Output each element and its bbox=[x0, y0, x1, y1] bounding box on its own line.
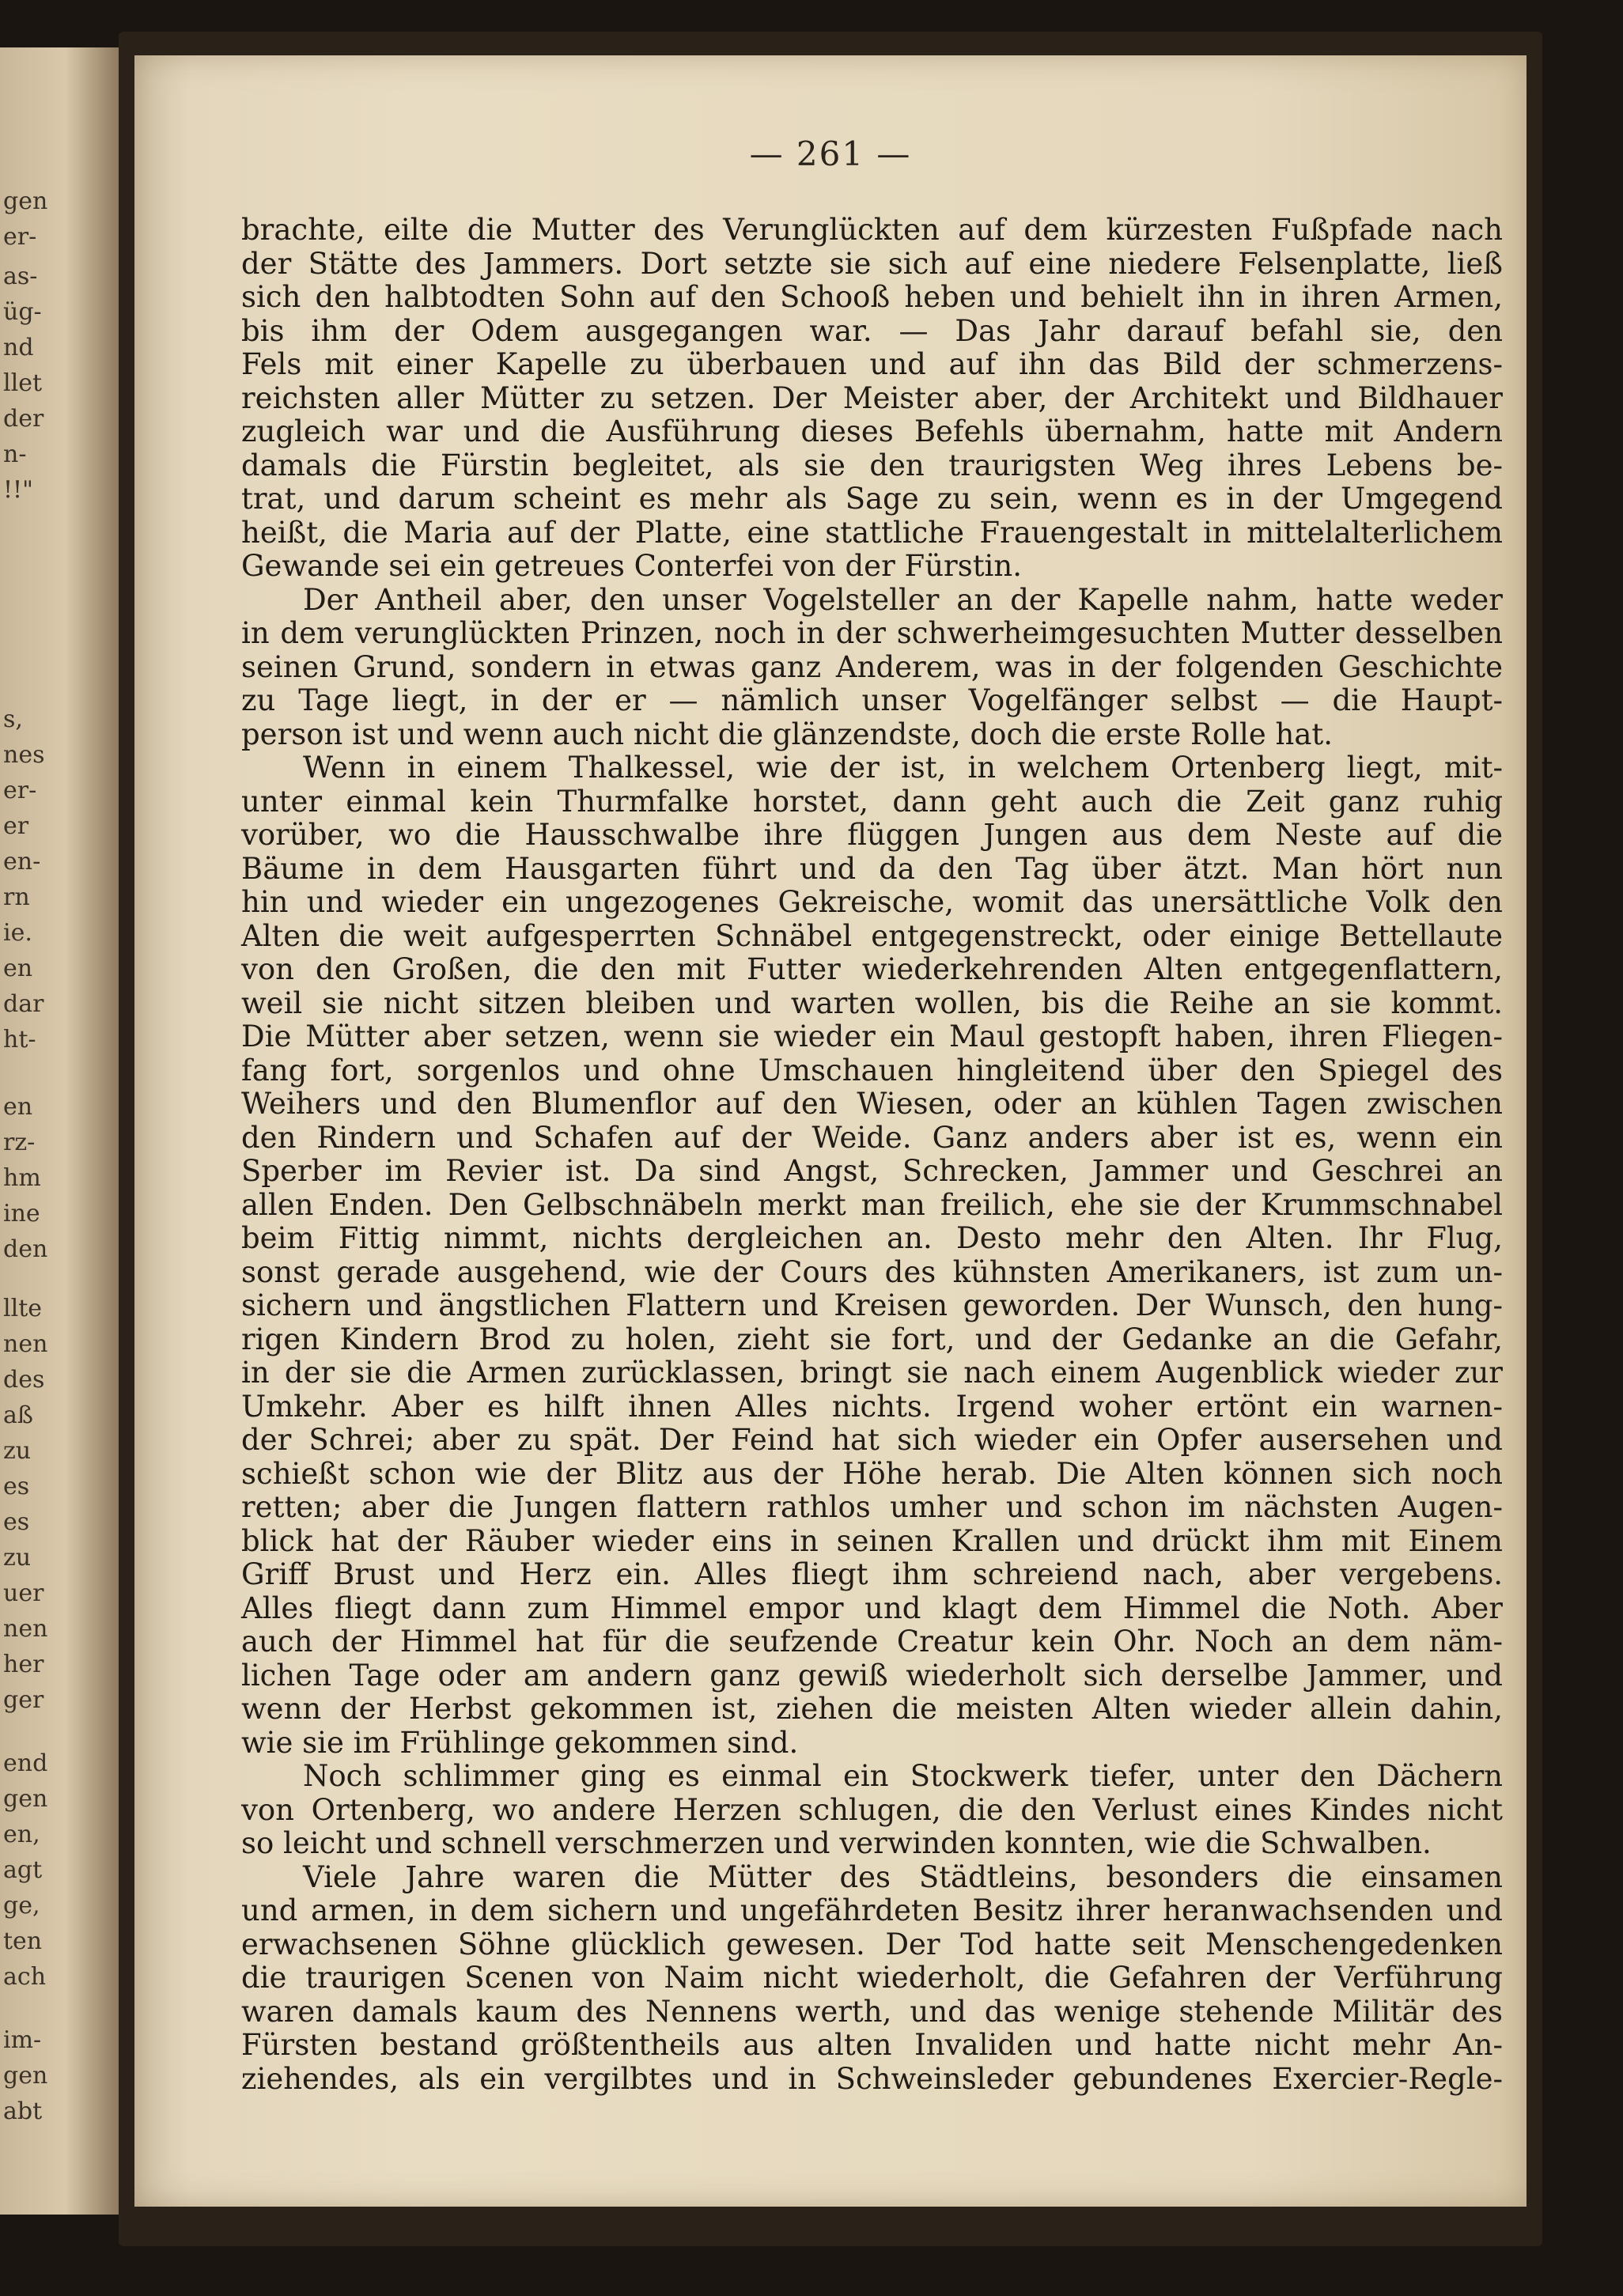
text-line: Die Mütter aber setzen, wenn sie wieder ein Maul gestopft haben, ihren Fliegen- bbox=[241, 1019, 1503, 1053]
text-line: Alles fliegt dann zum Himmel empor und klagt dem Himmel die Noth. Aber bbox=[241, 1591, 1503, 1625]
text-line: waren damals kaum des Nennens werth, und das wenige stehende Militär des bbox=[241, 1994, 1503, 2029]
margin-fragment: er- bbox=[3, 777, 37, 804]
margin-fragment: s, bbox=[3, 705, 23, 733]
margin-fragment: agt bbox=[3, 1856, 43, 1884]
margin-fragment: zu bbox=[3, 1437, 32, 1465]
text-line: blick hat der Räuber wieder eins in seinen Krallen und drückt ihm mit Einem bbox=[241, 1523, 1503, 1558]
text-line: Sperber im Revier ist. Da sind Angst, Schrecken, Jammer und Geschrei an bbox=[241, 1154, 1503, 1188]
margin-fragment: nes bbox=[3, 741, 45, 769]
text-line: reichsten aller Mütter zu setzen. Der Meister aber, der Architekt und Bildhauer bbox=[241, 380, 1503, 415]
margin-fragment: llet bbox=[3, 369, 42, 397]
margin-fragment: zu bbox=[3, 1544, 32, 1572]
margin-fragment: en- bbox=[3, 848, 41, 876]
text-line: Viele Jahre waren die Mütter des Städtleins, besonders die einsamen bbox=[303, 1859, 1503, 1894]
text-line: schießt schon wie der Blitz aus der Höhe herab. Die Alten können sich noch bbox=[241, 1456, 1503, 1491]
text-line: Der Antheil aber, den unser Vogelsteller an der Kapelle nahm, hatte weder bbox=[303, 582, 1503, 617]
margin-fragment: llte bbox=[3, 1295, 42, 1322]
margin-fragment: rn bbox=[3, 883, 30, 911]
margin-fragment: nd bbox=[3, 334, 34, 361]
margin-fragment: ie. bbox=[3, 919, 32, 947]
margin-fragment: gen bbox=[3, 2062, 48, 2090]
text-line: Bäume in dem Hausgarten führt und da den Tag über ätzt. Man hört nun bbox=[241, 851, 1503, 886]
margin-fragment: ten bbox=[3, 1927, 43, 1955]
margin-fragment: gen bbox=[3, 1785, 48, 1813]
text-line: Gewande sei ein getreues Conterfei von der Fürstin. bbox=[241, 549, 1022, 583]
text-line: auch der Himmel hat für die seufzende Creatur kein Ohr. Noch an dem näm- bbox=[241, 1625, 1503, 1659]
text-line: Fels mit einer Kapelle zu überbauen und auf ihn das Bild der schmerzens- bbox=[241, 347, 1503, 381]
text-line: Noch schlimmer ging es einmal ein Stockwerk tiefer, unter den Dächern bbox=[303, 1759, 1503, 1793]
text-line: seinen Grund, sondern in etwas ganz Anderem, was in der folgenden Geschichte bbox=[241, 649, 1503, 684]
margin-fragment: der bbox=[3, 405, 44, 433]
margin-fragment: en bbox=[3, 1093, 33, 1121]
text-line: unter einmal kein Thurmfalke horstet, dann geht auch die Zeit ganz ruhig bbox=[241, 784, 1503, 819]
text-line: beim Fittig nimmt, nichts dergleichen an. Desto mehr den Alten. Ihr Flug, bbox=[241, 1221, 1503, 1255]
text-line: person ist und wenn auch nicht die glänzendste, doch die erste Rolle hat. bbox=[241, 717, 1334, 751]
margin-fragment: en, bbox=[3, 1821, 40, 1848]
margin-fragment: ine bbox=[3, 1200, 40, 1227]
text-line: Griff Brust und Herz ein. Alles fliegt ihm schreiend nach, aber vergebens. bbox=[241, 1557, 1503, 1591]
text-line: retten; aber die Jungen flattern rathlos umher und schon im nächsten Augen- bbox=[241, 1490, 1503, 1524]
text-line: heißt, die Maria auf der Platte, eine stattliche Frauengestalt in mittelalterlichem bbox=[241, 515, 1503, 550]
margin-fragment: ge, bbox=[3, 1892, 40, 1920]
margin-fragment: uer bbox=[3, 1579, 44, 1607]
margin-fragment: er bbox=[3, 812, 29, 840]
text-line: und armen, in dem sichern und ungefährdeten Besitz ihrer heranwachsenden und bbox=[241, 1893, 1503, 1927]
text-line: Umkehr. Aber es hilft ihnen Alles nichts. Irgend woher ertönt ein warnen- bbox=[241, 1389, 1503, 1424]
text-line: allen Enden. Den Gelbschnäbeln merkt man freilich, ehe sie der Krummschnabel bbox=[241, 1187, 1503, 1222]
margin-fragment: dar bbox=[3, 990, 44, 1018]
text-line: den Rindern und Schafen auf der Weide. Ganz anders aber ist es, wenn ein bbox=[241, 1120, 1503, 1155]
text-line: sich den halbtodten Sohn auf den Schooß heben und behielt ihn in ihren Armen, bbox=[241, 280, 1503, 314]
text-line: der Schrei; aber zu spät. Der Feind hat sich wieder ein Opfer ausersehen und bbox=[241, 1423, 1503, 1457]
text-line: von Ortenberg, wo andere Herzen schlugen, die den Verlust eines Kindes nicht bbox=[241, 1792, 1503, 1827]
text-line: von den Großen, die den mit Futter wiederkehrenden Alten entgegenflattern, bbox=[241, 952, 1503, 986]
margin-fragment: aß bbox=[3, 1401, 33, 1429]
text-line: rigen Kindern Brod zu holen, zieht sie fort, und der Gedanke an die Gefahr, bbox=[241, 1322, 1503, 1356]
text-line: weil sie nicht sitzen bleiben und warten wollen, bis die Reihe an sie kommt. bbox=[241, 985, 1503, 1020]
margin-fragment: gen bbox=[3, 187, 48, 215]
text-line: wenn der Herbst gekommen ist, ziehen die meisten Alten wieder allein dahin, bbox=[241, 1692, 1503, 1726]
text-line: brachte, eilte die Mutter des Verunglückten auf dem kürzesten Fußpfade nach bbox=[241, 213, 1503, 247]
text-line: der Stätte des Jammers. Dort setzte sie sich auf eine niedere Felsenplatte, ließ bbox=[241, 246, 1503, 281]
margin-fragment: ht- bbox=[3, 1026, 36, 1053]
margin-fragment: en bbox=[3, 955, 33, 982]
margin-fragment: den bbox=[3, 1235, 48, 1263]
text-line: Wenn in einem Thalkessel, wie der ist, in welchem Ortenberg liegt, mit- bbox=[303, 751, 1503, 785]
margin-fragment: as- bbox=[3, 263, 38, 290]
margin-fragment: nen bbox=[3, 1615, 48, 1643]
margin-fragment: es bbox=[3, 1473, 30, 1500]
text-line: Fürsten bestand größtentheils aus alten Invaliden und hatte nicht mehr An- bbox=[241, 2028, 1503, 2062]
previous-page-edge bbox=[0, 47, 119, 2215]
text-line: in der sie die Armen zurücklassen, bringt sie nach einem Augenblick wieder zur bbox=[241, 1356, 1503, 1390]
margin-fragment: er- bbox=[3, 223, 37, 251]
text-line: vorüber, wo die Hausschwalbe ihre flüggen Jungen aus dem Neste auf die bbox=[241, 818, 1503, 852]
margin-fragment: im- bbox=[3, 2026, 42, 2054]
margin-fragment: her bbox=[3, 1651, 44, 1678]
margin-fragment: ger bbox=[3, 1686, 44, 1714]
text-line: damals die Fürstin begleitet, als sie den traurigsten Weg ihres Lebens be- bbox=[241, 448, 1503, 482]
text-line: bis ihm der Odem ausgegangen war. — Das Jahr darauf befahl sie, den bbox=[241, 313, 1503, 348]
margin-fragment: es bbox=[3, 1508, 30, 1536]
text-line: wie sie im Frühlinge gekommen sind. bbox=[241, 1725, 799, 1760]
margin-fragment: üg- bbox=[3, 298, 42, 326]
text-line: fang fort, sorgenlos und ohne Umschauen hingleitend über den Spiegel des bbox=[241, 1053, 1503, 1087]
margin-fragment: nen bbox=[3, 1330, 48, 1358]
text-line: zugleich war und die Ausführung dieses Befehls übernahm, hatte mit Andern bbox=[241, 414, 1503, 448]
margin-fragment: !!" bbox=[3, 476, 33, 504]
text-line: sichern und ängstlichen Flattern und Kreisen geworden. Der Wunsch, den hung- bbox=[241, 1288, 1503, 1322]
text-line: ziehendes, als ein vergilbtes und in Schweinsleder gebundenes Exercier-Regle- bbox=[241, 2061, 1503, 2096]
text-line: sonst gerade ausgehend, wie der Cours des kühnsten Amerikaners, ist zum un- bbox=[241, 1254, 1503, 1289]
margin-fragment: des bbox=[3, 1366, 45, 1394]
text-line: erwachsenen Söhne glücklich gewesen. Der Tod hatte seit Menschengedenken bbox=[241, 1927, 1503, 1961]
margin-fragment: abt bbox=[3, 2097, 43, 2125]
margin-fragment: end bbox=[3, 1749, 48, 1777]
text-line: lichen Tage oder am andern ganz gewiß wiederholt sich derselbe Jammer, und bbox=[241, 1658, 1503, 1693]
text-line: hin und wieder ein ungezogenes Gekreische, womit das unersättliche Volk den bbox=[241, 885, 1503, 919]
body-text bbox=[241, 214, 1503, 2096]
text-line: Alten die weit aufgesperrten Schnäbel entgegenstreckt, oder einige Bettellaute bbox=[241, 918, 1503, 953]
margin-fragment: n- bbox=[3, 441, 27, 468]
text-line: Weihers und den Blumenflor auf den Wiesen, oder an kühlen Tagen zwischen bbox=[241, 1087, 1503, 1121]
book-page bbox=[134, 55, 1527, 2207]
text-line: so leicht und schnell verschmerzen und verwinden konnten, wie die Schwalben. bbox=[241, 1826, 1432, 1860]
page-number: — 261 — bbox=[749, 134, 912, 173]
margin-fragment: ach bbox=[3, 1963, 47, 1991]
margin-fragment: hm bbox=[3, 1164, 41, 1192]
text-line: die traurigen Scenen von Naim nicht wiederholt, die Gefahren der Verführung bbox=[241, 1961, 1503, 1995]
text-line: in dem verunglückten Prinzen, noch in der schwerheimgesuchten Mutter desselben bbox=[241, 616, 1503, 650]
margin-fragment: rz- bbox=[3, 1129, 36, 1156]
text-line: zu Tage liegt, in der er — nämlich unser Vogelfänger selbst — die Haupt- bbox=[241, 683, 1503, 717]
text-line: trat, und darum scheint es mehr als Sage zu sein, wenn es in der Umgegend bbox=[241, 482, 1503, 516]
